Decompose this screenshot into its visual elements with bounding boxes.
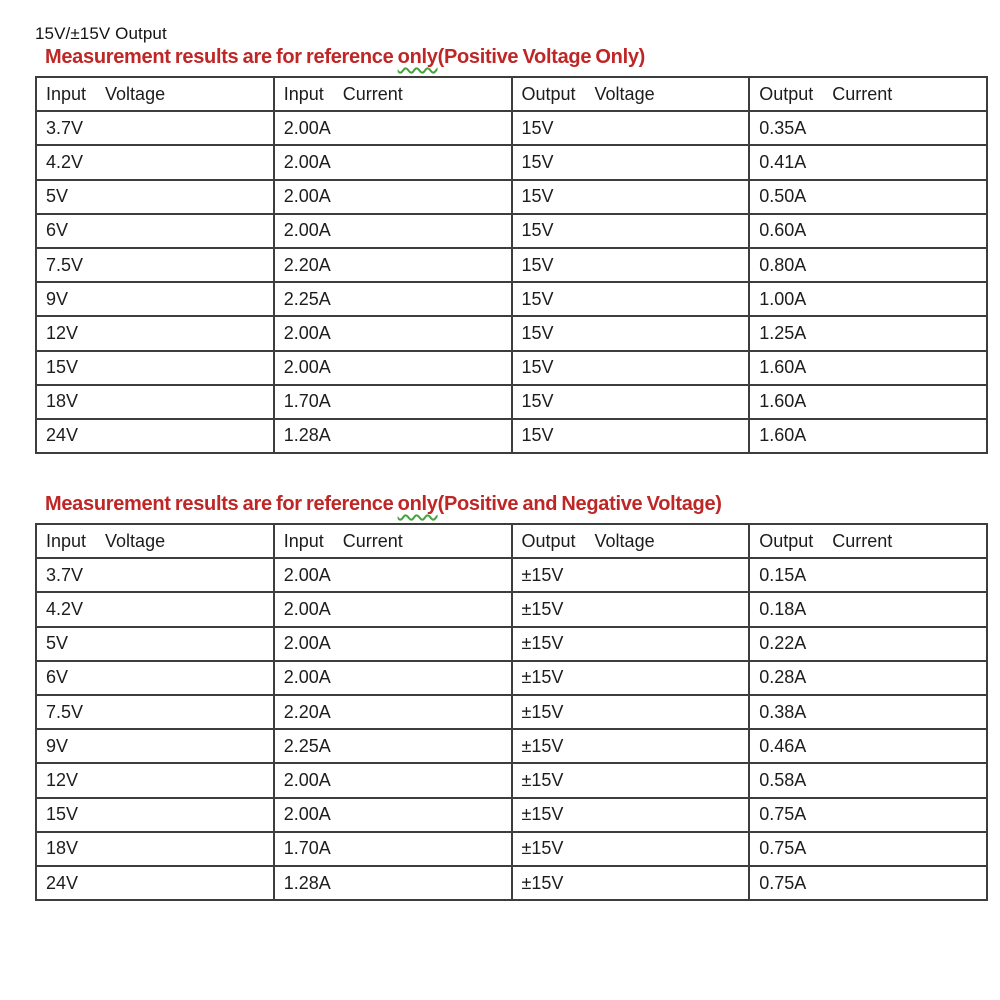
table-cell: 15V — [512, 111, 750, 145]
table-cell: 0.58A — [749, 763, 987, 797]
table-cell: 18V — [36, 832, 274, 866]
table-cell: 15V — [512, 282, 750, 316]
table-cell: 2.00A — [274, 763, 512, 797]
table-row — [36, 419, 987, 453]
table-cell: 18V — [36, 385, 274, 419]
table-cell: 6V — [36, 214, 274, 248]
table-cell: 15V — [512, 316, 750, 350]
table-cell: 0.75A — [749, 866, 987, 900]
heading-text-wavy-underline: only — [397, 46, 438, 68]
heading-text: Measurement results are for reference — [45, 493, 398, 516]
section-gap — [35, 454, 988, 491]
table-row — [36, 729, 987, 763]
table-cell: 0.15A — [749, 558, 987, 592]
measurement-table-positive-only — [35, 76, 988, 454]
column-header-input-voltage: Input Voltage — [36, 524, 274, 558]
table-cell: 1.60A — [749, 419, 987, 453]
table-cell: 12V — [36, 316, 274, 350]
table-cell: 0.38A — [749, 695, 987, 729]
section-positive-only — [35, 46, 988, 454]
table-cell: 0.41A — [749, 145, 987, 179]
table-cell: 15V — [512, 419, 750, 453]
table-cell: 15V — [36, 351, 274, 385]
column-header-output-current: Output Current — [749, 524, 987, 558]
table-cell: ±15V — [512, 763, 750, 797]
table-cell: 12V — [36, 763, 274, 797]
table-cell: 15V — [512, 351, 750, 385]
table-cell: 7.5V — [36, 695, 274, 729]
column-header-input-current: Input Current — [274, 77, 512, 111]
table-row — [36, 832, 987, 866]
table-row — [36, 695, 987, 729]
table-header-row — [36, 524, 987, 558]
table-cell: ±15V — [512, 661, 750, 695]
table-cell: 0.35A — [749, 111, 987, 145]
table-cell: 15V — [512, 180, 750, 214]
table-cell: 0.80A — [749, 248, 987, 282]
table-row — [36, 248, 987, 282]
table-cell: 2.25A — [274, 729, 512, 763]
table-cell: 5V — [36, 627, 274, 661]
table-cell: 9V — [36, 729, 274, 763]
table-cell: 15V — [36, 798, 274, 832]
table-cell: 15V — [512, 145, 750, 179]
table-cell: 2.00A — [274, 316, 512, 350]
table-cell: 0.50A — [749, 180, 987, 214]
table-cell: ±15V — [512, 729, 750, 763]
table-cell: 0.28A — [749, 661, 987, 695]
table-cell: 0.75A — [749, 832, 987, 866]
table-cell: 1.70A — [274, 385, 512, 419]
table-row — [36, 558, 987, 592]
column-header-input-voltage: Input Voltage — [36, 77, 274, 111]
table-cell: 2.00A — [274, 592, 512, 626]
table-cell: 2.00A — [274, 214, 512, 248]
table-row — [36, 351, 987, 385]
table-cell: 3.7V — [36, 111, 274, 145]
table-cell: 2.00A — [274, 558, 512, 592]
table-cell: 1.25A — [749, 316, 987, 350]
column-header-output-voltage: Output Voltage — [512, 77, 750, 111]
table-cell: 2.00A — [274, 180, 512, 214]
table-cell: ±15V — [512, 832, 750, 866]
table-cell: ±15V — [512, 695, 750, 729]
heading-text-wavy-underline: only — [397, 493, 438, 516]
table-cell: 15V — [512, 248, 750, 282]
table-row — [36, 592, 987, 626]
table-row — [36, 111, 987, 145]
table-cell: 2.00A — [274, 111, 512, 145]
table-cell: 0.60A — [749, 214, 987, 248]
section-heading — [45, 46, 988, 69]
table-row — [36, 316, 987, 350]
table-cell: 4.2V — [36, 592, 274, 626]
table-cell: 2.00A — [274, 661, 512, 695]
table-cell: 2.25A — [274, 282, 512, 316]
table-cell: 3.7V — [36, 558, 274, 592]
table-cell: 0.18A — [749, 592, 987, 626]
measurement-table-positive-negative — [35, 523, 988, 901]
table-cell: 0.46A — [749, 729, 987, 763]
table-cell: 1.00A — [749, 282, 987, 316]
table-cell: 1.70A — [274, 832, 512, 866]
section-positive-negative — [35, 493, 988, 901]
table-cell: 2.00A — [274, 145, 512, 179]
table-cell: 9V — [36, 282, 274, 316]
table-cell: ±15V — [512, 866, 750, 900]
table-row — [36, 763, 987, 797]
table-cell: 1.60A — [749, 351, 987, 385]
page-title: 15V/±15V Output — [35, 24, 167, 43]
table-cell: 2.00A — [274, 351, 512, 385]
table-cell: 2.20A — [274, 695, 512, 729]
table-cell: ±15V — [512, 558, 750, 592]
table-cell: ±15V — [512, 592, 750, 626]
heading-text: Measurement results are for reference — [45, 46, 398, 68]
table-cell: 24V — [36, 419, 274, 453]
table-header-row — [36, 77, 987, 111]
section-heading — [45, 493, 988, 516]
table-cell: 5V — [36, 180, 274, 214]
column-header-output-voltage: Output Voltage — [512, 524, 750, 558]
table-row — [36, 385, 987, 419]
table-cell: 4.2V — [36, 145, 274, 179]
table-cell: 15V — [512, 214, 750, 248]
column-header-input-current: Input Current — [274, 524, 512, 558]
table-row — [36, 661, 987, 695]
table-cell: 0.75A — [749, 798, 987, 832]
table-cell: 2.20A — [274, 248, 512, 282]
table-row — [36, 145, 987, 179]
table-cell: ±15V — [512, 798, 750, 832]
table-cell: 24V — [36, 866, 274, 900]
table-cell: 7.5V — [36, 248, 274, 282]
table-row — [36, 866, 987, 900]
table-cell: 1.60A — [749, 385, 987, 419]
heading-text: (Positive Voltage Only) — [437, 46, 646, 68]
heading-text: (Positive and Negative Voltage) — [437, 493, 722, 516]
table-cell: 6V — [36, 661, 274, 695]
table-cell: 2.00A — [274, 627, 512, 661]
table-row — [36, 180, 987, 214]
table-cell: 1.28A — [274, 866, 512, 900]
table-cell: 1.28A — [274, 419, 512, 453]
column-header-output-current: Output Current — [749, 77, 987, 111]
table-row — [36, 214, 987, 248]
table-cell: 2.00A — [274, 798, 512, 832]
table-cell: 0.22A — [749, 627, 987, 661]
table-row — [36, 798, 987, 832]
table-row — [36, 627, 987, 661]
table-row — [36, 282, 987, 316]
table-cell: ±15V — [512, 627, 750, 661]
table-cell: 15V — [512, 385, 750, 419]
